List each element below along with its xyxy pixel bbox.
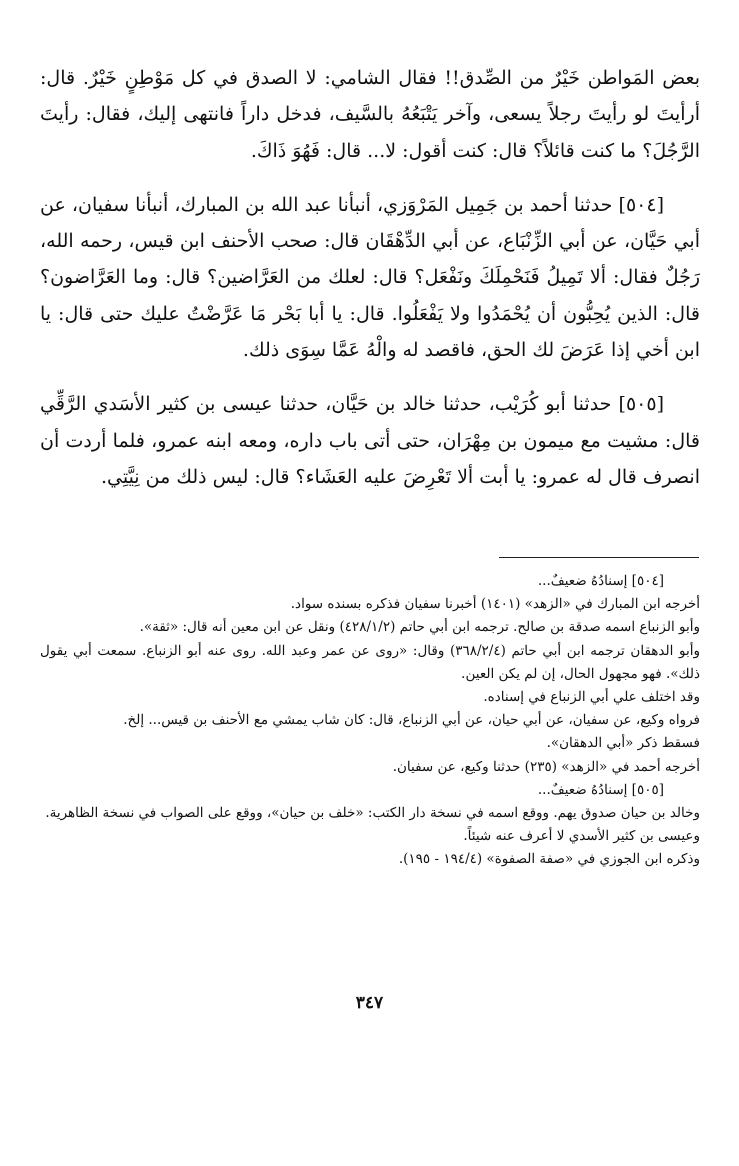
footnote-line: وأبو الدهقان ترجمه ابن أبي حاتم (٣٦٨/٢/٤) وقال: «روى عن عمر وعبد الله. روى عنه أبو الزنباع. سمعت أبي يقول ذلك». فهو مجهول الحال، إن لم يكن العين.	[40, 642, 701, 682]
footnote-line: وقد اختلف علي أبي الزنباع في إسناده.	[483, 689, 700, 706]
footnote-line: أخرجه أحمد في «الزهد» (٢٣٥) حدثنا وكيع، عن سفيان.	[392, 758, 700, 775]
page-number: ٣٤٧	[355, 993, 384, 1013]
footnote-line: فسقط ذكر «أبي الدهقان».	[546, 735, 700, 752]
paragraph-504: [٥٠٤] حدثنا أحمد بن جَمِيل المَرْوَزي، أنبأنا عبد الله بن المبارك، أنبأنا سفيان، عن أبي حَيَّان، عن أبي الزِّنْبَاع، عن أبي الدِّهْقَان قال: صحب الأحنف ابن قيس، رحمه الله، رَجُلٌ فقال: ألا تَمِيلُ فَنَحْمِلَكَ ونَفْعَل؟ قال: لعلك من العَرَّاضين؟ قال: وما العَرَّاضون؟ قال: الذين يُحِبُّون أن يُحْمَدُوا ولا يَفْعَلُوا. قال: يا أبا بَحْر مَا عَرَّضْتُ عليك حتى قال: يا ابن أخي إذا عَرَضَ لك الحق، فاقصد له والْهُ عَمَّا سِوَى ذلك.	[40, 193, 700, 362]
footnote-divider	[499, 557, 699, 558]
footnote-505-grade: [٥٠٥] إسنادُهُ ضعيفٌ...	[537, 781, 664, 798]
footnote-line: فرواه وكيع، عن سفيان، عن أبي حيان، عن أبي الزنباع، قال: كان شاب يمشي مع الأحنف بن قيس... إلخ.	[123, 712, 700, 729]
footnote-line: أخرجه ابن المبارك في «الزهد» (١٤٠١) أخبرنا سفيان فذكره بسنده سواد.	[290, 596, 700, 613]
footnotes	[40, 570, 700, 872]
main-text	[40, 60, 700, 495]
paragraph-1: بعض المَواطن خَيْرٌ من الصِّدق!! فقال الشامي: لا الصدق في كل مَوْطِنٍ خَيْرٌ. قال: أرأيتَ لو رأيتَ رجلاً يسعى، وآخر يَتْبَعُهُ بالسَّيف، فدخل داراً فانتهى إليك، فقال: رأيتَ الرَّجُلَ؟ ما كنت قائلاً؟ قال: كنت أقول: لا... قال: فَهُوَ ذَاكَ.	[40, 67, 700, 162]
footnote-line: وخالد بن حيان صدوق يهم. ووقع اسمه في نسخة دار الكتب: «خلف بن حيان»، ووقع على الصواب في نسخة الظاهرية.	[45, 805, 700, 822]
footnote-504-grade: [٥٠٤] إسنادُهُ ضعيفٌ...	[537, 573, 664, 589]
paragraph-505: [٥٠٥] حدثنا أبو كُرَيْب، حدثنا خالد بن حَيَّان، حدثنا عيسى بن كثير الأسَدي الرَّقِّي قال: مشيت مع ميمون بن مِهْرَان، حتى أتى باب داره، ومعه ابنه عمرو، فلما أردت أن انصرف قال له عمرو: يا أبت ألا تَعْرِضَ عليه العَشَاء؟ قال: ليس ذلك من نِيَّتِي.	[40, 393, 700, 488]
footnote-line: وأبو الزنباع اسمه صدقة بن صالح. ترجمه ابن أبي حاتم (٤٢٨/١/٢) ونقل عن ابن معين أنه قال: «ثقة».	[139, 619, 700, 636]
footnote-line: وعيسى بن كثير الأسدي لا أعرف عنه شيئاً.	[463, 828, 700, 845]
footnote-line: وذكره ابن الجوزي في «صفة الصفوة» (١٩٤/٤ - ١٩٥).	[398, 851, 700, 868]
